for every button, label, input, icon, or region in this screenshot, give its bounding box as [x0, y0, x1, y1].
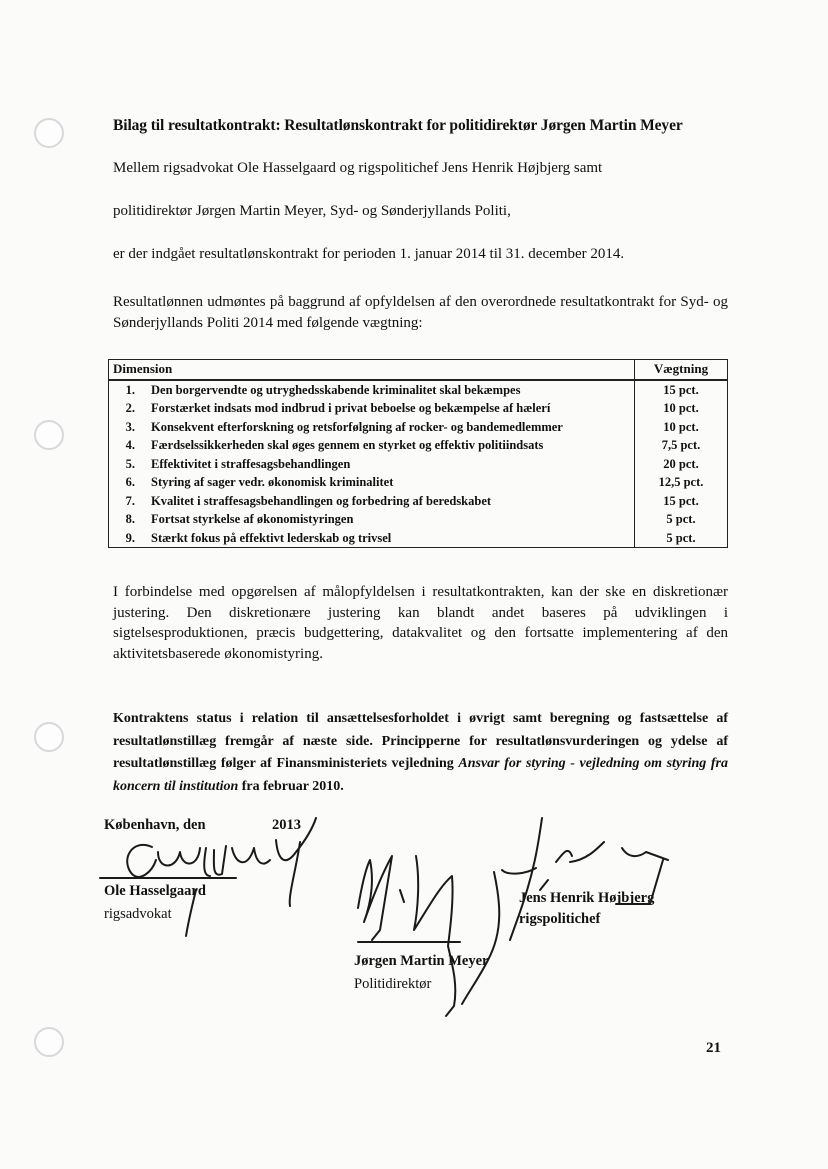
signatory-3-name: Jørgen Martin Meyer — [354, 953, 489, 969]
header-dimension: Dimension — [109, 360, 635, 380]
row-number: 7. — [125, 493, 135, 508]
intro-line-3: er der indgået resultatlønskontrakt for perioden 1. januar 2014 til 31. december 2014. — [113, 246, 625, 262]
discretionary-paragraph: I forbindelse med opgørelsen af målopfyldelsen i resultatkontrakten, kan der ske en diskretionær justering. Den diskretionære justering kan blandt andet baseres på udviklingen i sigtelsesproduktionen, præcis budgettering, datakvalitet og den fortsatte implementering af den aktivitetsbaserede økonomistyring. — [113, 584, 728, 662]
weighting-intro: Resultatlønnen udmøntes på baggrund af opfyldelsen af den overordnede resultatkontrakt for Syd- og Sønderjyllands Politi 2014 med følgende vægtning: — [113, 294, 728, 331]
row-weight: 5 pct. — [635, 510, 728, 529]
place-date: København, den — [104, 817, 206, 833]
row-label: Forstærket indsats mod indbrud i privat beboelse og bekæmpelse af hælerí — [151, 401, 551, 415]
row-weight: 10 pct. — [635, 418, 728, 437]
signature-2 — [502, 818, 668, 940]
signature-3 — [358, 856, 499, 1016]
signatory-1-name: Ole Hasselgaard — [104, 883, 206, 899]
intro-line-2: politidirektør Jørgen Martin Meyer, Syd- og Sønderjyllands Politi, — [113, 203, 511, 219]
signatory-2-title: rigspolitichef — [519, 911, 601, 927]
row-weight: 15 pct. — [635, 492, 728, 511]
row-label: Konsekvent efterforskning og retsforfølgning af rocker- og bandemedlemmer — [151, 419, 563, 434]
row-weight: 15 pct. — [635, 380, 728, 400]
signatory-2-name: Jens Henrik Højbjerg — [519, 890, 655, 906]
signatory-1-title: rigsadvokat — [104, 906, 172, 922]
row-number: 9. — [125, 530, 135, 545]
row-label: Færdselssikkerheden skal øges gennem en styrket og effektiv politiindsats — [151, 438, 544, 452]
row-number: 1. — [125, 382, 135, 397]
row-label: Effektivitet i straffesagsbehandlingen — [151, 456, 351, 471]
document-title: Bilag til resultatkontrakt: Resultatlønskontrakt for politidirektør Jørgen Martin Meyer — [113, 117, 683, 134]
row-label: Kvalitet i straffesagsbehandlingen og forbedring af beredskabet — [151, 493, 492, 508]
row-number: 4. — [125, 438, 135, 452]
row-number: 3. — [125, 419, 135, 434]
page-number: 21 — [706, 1040, 721, 1056]
row-weight: 20 pct. — [635, 455, 728, 474]
status-guide-title: Ansvar for styring - vejledning om styring fra koncern til institution — [113, 756, 728, 794]
row-label: Fortsat styrkelse af økonomistyringen — [151, 512, 354, 526]
signature-year: 2013 — [272, 817, 301, 833]
signature-1 — [100, 818, 316, 936]
row-number: 5. — [125, 456, 135, 471]
row-label: Stærkt fokus på effektivt lederskab og trivsel — [151, 530, 392, 545]
intro-line-1: Mellem rigsadvokat Ole Hasselgaard og rigspolitichef Jens Henrik Højbjerg samt — [113, 160, 603, 176]
row-label: Den borgervendte og utryghedsskabende kriminalitet skal bekæmpes — [151, 382, 521, 397]
row-number: 2. — [125, 401, 135, 415]
row-weight: 12,5 pct. — [635, 473, 728, 492]
row-weight: 10 pct. — [635, 399, 728, 418]
row-weight: 7,5 pct. — [635, 436, 728, 455]
signatory-3-title: Politidirektør — [354, 976, 432, 992]
row-label: Styring af sager vedr. økonomisk kriminalitet — [151, 475, 394, 489]
status-text: Kontraktens status i relation til ansættelsesforholdet i øvrigt samt beregning og fastsættelse af resultatlønstillæg fremgår af næste side. Principperne for resultatlønsvurderingen og ydelse af resultatlønstillæg følger af Finansministeriets vejledning — [113, 711, 728, 771]
row-number: 6. — [125, 475, 135, 489]
row-weight: 5 pct. — [635, 529, 728, 548]
status-tail: fra februar 2010. — [241, 778, 344, 794]
row-number: 8. — [125, 512, 135, 526]
header-weight: Vægtning — [635, 360, 728, 380]
